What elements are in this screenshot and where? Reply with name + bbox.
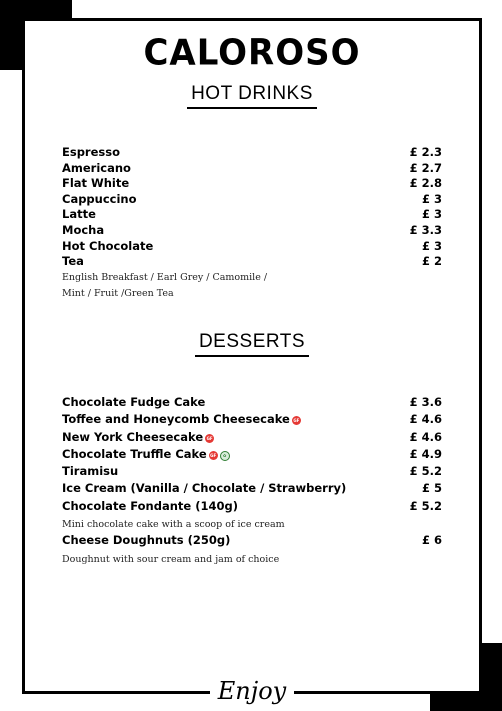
gluten-free-icon: GF — [210, 452, 217, 458]
item-price: £ 4.6 — [409, 412, 442, 427]
item-name: Chocolate Fudge Cake — [62, 395, 206, 409]
hot-drinks-heading — [25, 83, 479, 109]
menu-item — [62, 161, 442, 177]
menu-frame — [22, 18, 482, 705]
item-price: £ 3 — [421, 238, 442, 253]
brand-title: CALOROSO — [143, 32, 361, 74]
menu-item — [62, 464, 442, 481]
item-name: Ice Cream (Vanilla / Chocolate / Strawberry) — [62, 481, 347, 496]
menu-item — [62, 192, 442, 208]
item-price: £ 6 — [421, 533, 442, 548]
item-name: Espresso — [62, 145, 120, 159]
item-price: £ 5 — [421, 481, 442, 496]
item-price: £ 2.8 — [409, 176, 442, 191]
menu-item — [62, 499, 442, 516]
doughnut-note: Doughnut with sour cream and jam of choice — [62, 553, 280, 565]
menu-item — [62, 481, 442, 498]
hot-drinks-title: HOT DRINKS — [187, 83, 317, 109]
fondante-note: Mini chocolate cake with a scoop of ice cream — [62, 519, 285, 531]
item-name: Americano — [62, 160, 131, 175]
item-name: Chocolate Fondante (140g) — [62, 498, 238, 513]
menu-item — [62, 412, 442, 429]
desserts-title: DESSERTS — [195, 331, 309, 357]
item-name: Mocha — [62, 222, 105, 237]
menu-item — [62, 395, 442, 412]
item-name: Tiramisu — [62, 464, 119, 479]
item-price: £ 2.3 — [409, 145, 442, 159]
menu-item — [62, 447, 442, 464]
tea-note-line-2: Mint / Fruit /Green Tea — [62, 287, 174, 299]
gluten-free-icon: GF — [206, 435, 213, 441]
item-name: Chocolate Truffle Cake — [62, 446, 207, 461]
item-price: £ 4.9 — [409, 446, 442, 461]
item-name-with-badge — [62, 430, 214, 444]
item-price: £ 5.2 — [409, 498, 442, 513]
menu-item — [62, 207, 442, 223]
menu-item — [62, 239, 442, 255]
item-price: £ 3.3 — [409, 222, 442, 237]
item-name: New York Cheesecake — [62, 429, 204, 444]
menu-item — [62, 254, 442, 270]
desserts-heading — [25, 331, 479, 357]
item-name: Hot Chocolate — [62, 238, 154, 253]
item-price: £ 5.2 — [409, 464, 442, 479]
leaf-icon: ✿ — [220, 451, 230, 461]
item-name-with-badge — [62, 447, 230, 461]
item-name: Flat White — [62, 176, 130, 191]
menu-item — [62, 176, 442, 192]
item-name: Latte — [62, 207, 96, 222]
item-name: Cheese Doughnuts (250g) — [62, 533, 231, 548]
item-price: £ 2 — [421, 254, 442, 269]
item-name-with-badge — [62, 412, 301, 426]
menu-item — [62, 145, 442, 161]
menu-item — [62, 533, 442, 550]
hot-drinks-list — [62, 145, 442, 302]
item-price: £ 3 — [421, 191, 442, 206]
menu-item — [62, 430, 442, 447]
item-price: £ 2.7 — [409, 160, 442, 175]
item-name: Cappuccino — [62, 191, 137, 206]
footer-signoff — [25, 677, 479, 705]
desserts-list — [62, 395, 442, 568]
menu-item — [62, 223, 442, 239]
item-name: Tea — [62, 254, 84, 269]
enjoy-text: Enjoy — [210, 677, 294, 705]
item-price: £ 3.6 — [409, 395, 442, 409]
item-price: £ 3 — [421, 207, 442, 222]
gluten-free-icon: GF — [293, 418, 300, 424]
item-name: Toffee and Honeycomb Cheesecake — [62, 412, 290, 427]
item-price: £ 4.6 — [409, 429, 442, 444]
tea-note-line-1: English Breakfast / Earl Grey / Camomile / — [62, 271, 268, 283]
